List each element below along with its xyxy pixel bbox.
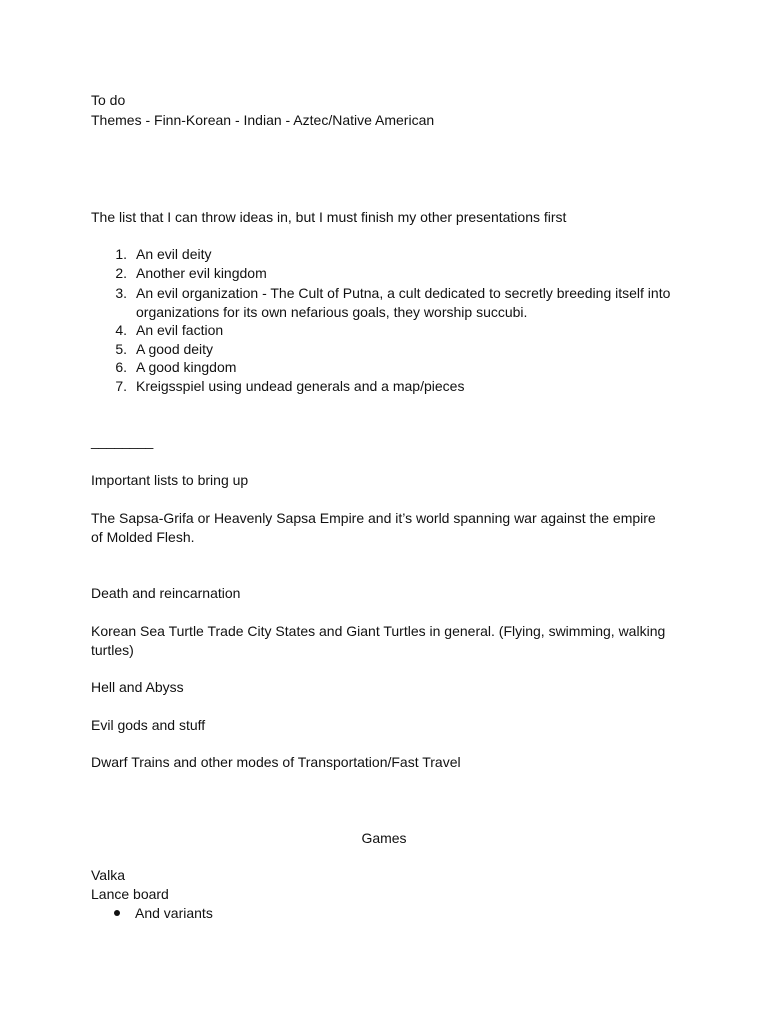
list-item <box>111 245 671 264</box>
list-number: 2. <box>115 265 127 281</box>
important-item: Dwarf Trains and other modes of Transportation/Fast Travel <box>91 754 461 770</box>
list-number: 6. <box>115 359 127 375</box>
list-item <box>111 284 671 321</box>
list-item-text: An evil faction <box>136 322 224 338</box>
list-number: 4. <box>115 322 127 338</box>
list-item <box>111 358 671 377</box>
list-item-text: Kreigsspiel using undead generals and a map/pieces <box>136 378 465 394</box>
important-item: The Sapsa-Grifa or Heavenly Sapsa Empire and it’s world spanning war against the empire of Molded Flesh. <box>91 510 656 545</box>
list-item <box>111 321 671 340</box>
list-item-text: Another evil kingdom <box>136 265 267 281</box>
list-item <box>111 264 671 283</box>
games-heading: Games <box>361 830 407 846</box>
important-item: Hell and Abyss <box>91 679 184 695</box>
list-number: 7. <box>115 378 127 394</box>
important-heading: Important lists to bring up <box>91 472 249 488</box>
list-number: 5. <box>115 341 127 357</box>
list-item-text: An evil organization - The Cult of Putna, a cult dedicated to secretly breeding itself into organizations for its own nefarious goals, they worship succubi. <box>136 285 671 320</box>
list-number: 3. <box>115 285 127 301</box>
list-item-text: A good deity <box>136 341 214 357</box>
list-number: 1. <box>115 246 127 262</box>
bullet-item-text: And variants <box>135 905 213 921</box>
list-item-text: An evil deity <box>136 246 212 262</box>
themes-line: Themes - Finn-Korean - Indian - Aztec/Native American <box>91 112 435 128</box>
bullet-dot-icon <box>114 910 120 916</box>
separator-line: ________ <box>91 433 154 449</box>
important-item: Death and reincarnation <box>91 585 241 601</box>
list-intro: The list that I can throw ideas in, but I must finish my other presentations first <box>91 209 567 225</box>
bullet-item <box>114 904 213 922</box>
list-item <box>111 340 671 359</box>
important-item: Evil gods and stuff <box>91 717 206 733</box>
list-item <box>111 377 671 396</box>
game-item: Valka <box>91 867 125 883</box>
todo-heading: To do <box>91 92 126 108</box>
list-item-text: A good kingdom <box>136 359 237 375</box>
game-item: Lance board <box>91 886 169 902</box>
important-item: Korean Sea Turtle Trade City States and Giant Turtles in general. (Flying, swimming, walking turtles) <box>91 623 666 658</box>
